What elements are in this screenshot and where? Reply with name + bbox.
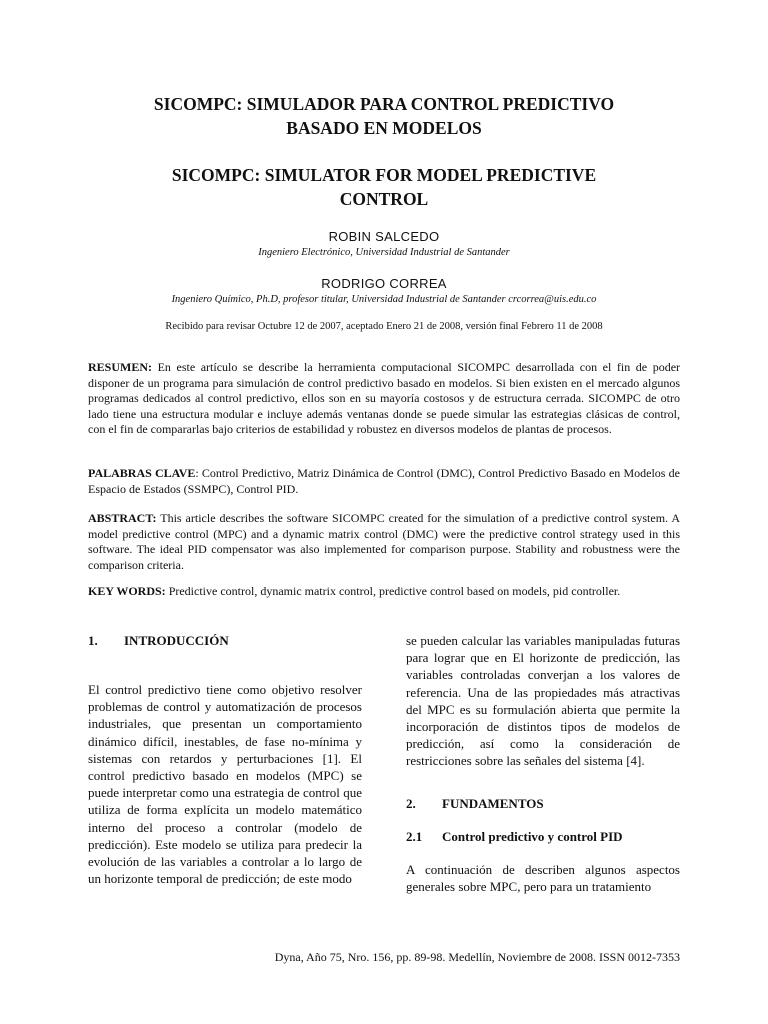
keywords-text: Predictive control, dynamic matrix control, predictive control based on models, pid controller. (168, 584, 621, 598)
journal-footer: Dyna, Año 75, Nro. 156, pp. 89-98. Medellín, Noviembre de 2008. ISSN 0012-7353 (274, 950, 680, 964)
title-es-line2: BASADO EN MODELOS (286, 118, 482, 138)
author-name-2: RODRIGO CORREA (321, 276, 447, 291)
author-affiliation-1: Ingeniero Electrónico, Universidad Industrial de Santander (258, 247, 510, 258)
palabras-clave-label: PALABRAS CLAVE (88, 466, 196, 480)
author-name-1: ROBIN SALCEDO (328, 229, 440, 244)
keywords-paragraph (88, 584, 680, 600)
resumen-paragraph (88, 360, 680, 438)
author-affiliation-2: Ingeniero Químico, Ph.D, profesor titular, Universidad Industrial de Santander crcorrea@uis.edu.co (171, 294, 597, 305)
resumen-text: En este artículo se describe la herramienta computacional SICOMPC desarrollada con el fin de poder disponer de un programa para simulación de control predictivo basado en modelos. Si bien existen en el mercado algunos programas dedicados al control predictivo, ellos son en su mayoría costosos y de estructura cerrada. SICOMPC de otro lado tiene una estructura modular e incluye además ventanas donde se puede simular las estrategias clásicas de control, con el fin de compararlas bajo criterios de estabilidad y robustez en diversos modelos de plantas de procesos. (88, 360, 681, 437)
section-heading-intro (88, 632, 229, 649)
resumen-label: RESUMEN: (88, 360, 153, 374)
subsection-heading-2-1 (406, 828, 623, 845)
palabras-clave-text: : Control Predictivo, Matriz Dinámica de Control (DMC), Control Predictivo Basado en Modelos de Espacio de Estados (SSMPC), Control PID. (88, 466, 680, 496)
abstract-label: ABSTRACT: (88, 511, 157, 525)
intro-paragraph: El control predictivo tiene como objetivo resolver problemas de control y automatización de procesos industriales, que presentan un comportamiento dinámico difícil, inestables, de fase no-mínima y sistemas con retardos y perturbaciones [1]. El control predictivo basado en modelos (MPC) se puede interpretar como una estrategia de control que utiliza de forma explícita un modelo matemático interno del proceso a controlar (modelo de predicción). Este modelo se utiliza para predecir la evolución de las variables a controlar a lo largo de un horizonte temporal de predicción; de este modo (88, 682, 362, 887)
section-title: FUNDAMENTOS (442, 796, 544, 811)
abstract-paragraph (88, 511, 680, 573)
title-en-line1: SICOMPC: SIMULATOR FOR MODEL PREDICTIVE (171, 165, 597, 185)
section-number: 2. (406, 796, 416, 811)
section-title: INTRODUCCIÓN (124, 633, 229, 648)
subsection-number: 2.1 (406, 829, 423, 844)
title-en-line2: CONTROL (339, 189, 429, 209)
subsection-title: Control predictivo y control PID (442, 829, 623, 844)
section-heading-fundamentos (406, 795, 544, 812)
abstract-text: This article describes the software SICOMPC created for the simulation of a predictive control system. A model predictive control (MPC) and a dynamic matrix control (DMC) were the predictive control strategy used in this software. The ideal PID compensator was also implemented for comparison purpose. Stability and robustness were the comparison criteria. (88, 511, 680, 572)
keywords-label: KEY WORDS: (88, 584, 166, 598)
right-column-paragraph-2: A continuación de describen algunos aspectos generales sobre MPC, pero para un tratamiento (406, 862, 680, 895)
title-es-line1: SICOMPC: SIMULADOR PARA CONTROL PREDICTIVO (153, 94, 615, 114)
section-number: 1. (88, 633, 98, 648)
received-dates: Recibido para revisar Octubre 12 de 2007, aceptado Enero 21 de 2008, versión final Febrero 11 de 2008 (165, 321, 603, 332)
palabras-clave-paragraph (88, 466, 680, 497)
right-column-paragraph-1: se pueden calcular las variables manipuladas futuras para lograr que en El horizonte de predicción, las variables controladas converjan a los valores de referencia. Una de las propiedades más atractivas del MPC es su formulación abierta que permite la incorporación de distintos tipos de modelos de predicción, así como la consideración de restricciones sobre las señales del sistema [4]. (406, 633, 680, 769)
